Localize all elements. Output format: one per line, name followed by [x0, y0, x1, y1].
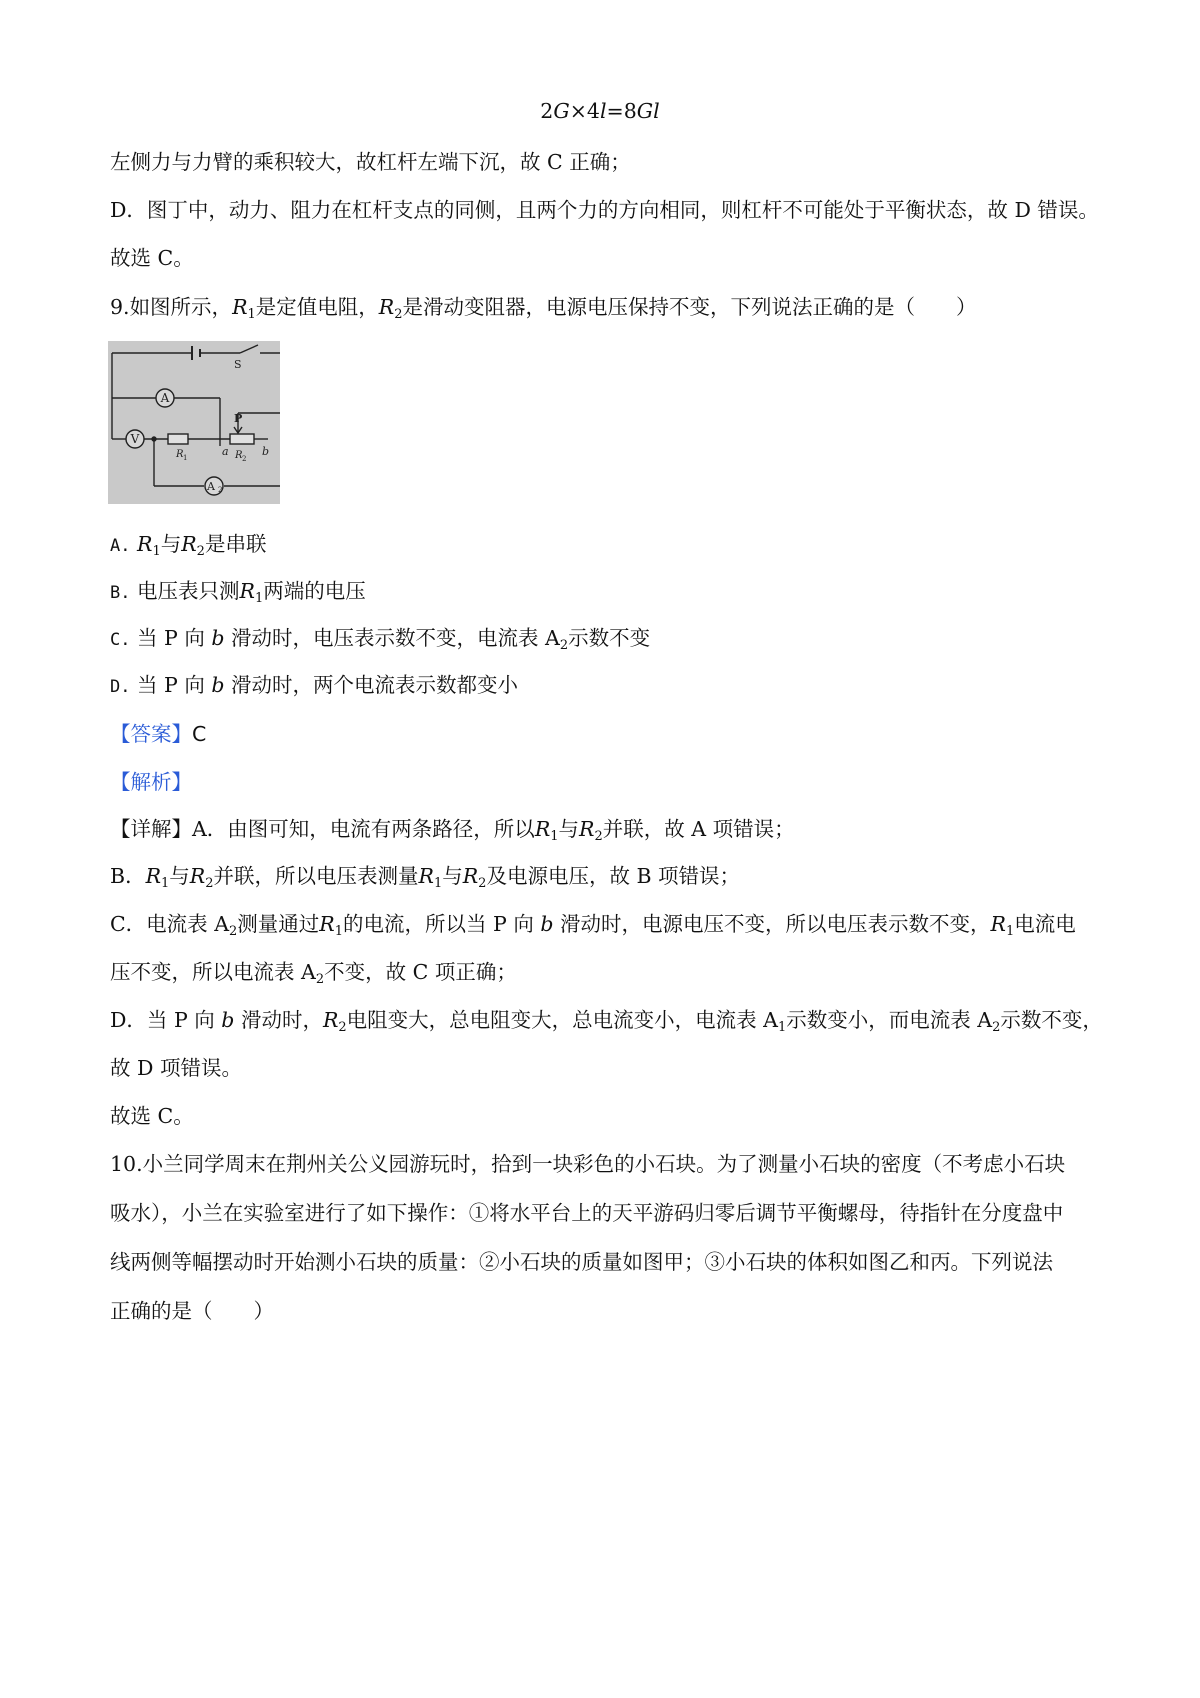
detail-line-7: 故选 C。 [110, 1104, 194, 1128]
detail-line-3 [110, 910, 1076, 938]
var-r: R [534, 817, 551, 841]
r2-label: R [235, 450, 243, 461]
subscript: 1 [1005, 924, 1015, 939]
var-b: b [221, 1008, 235, 1032]
detail-text: 示数变小，而电流表 A [786, 1008, 993, 1032]
formula-var: Gl [636, 99, 660, 123]
question-10-line-4: 正确的是（ ） [110, 1299, 274, 1323]
var-b: b [540, 912, 554, 936]
explain-line: 故选 C。 [110, 246, 194, 270]
option-text: 是串联 [204, 532, 267, 556]
var-r: R [418, 864, 434, 888]
terminal-b-label: b [262, 445, 270, 458]
stem-text: 如图所示， [129, 295, 233, 319]
option-text: 当 P 向 [137, 626, 205, 650]
option-c [110, 624, 650, 654]
subscript: 2 [594, 829, 603, 844]
detail-text: 【详解】A．由图可知，电流有两条路径，所以 [110, 817, 535, 841]
formula-var: G [553, 99, 570, 123]
detail-text: 并联，所以电压表测量 [213, 864, 419, 888]
var-r: R [232, 295, 248, 319]
var-r: R [990, 912, 1006, 936]
question-9-stem [110, 293, 977, 321]
detail-text: 与 [442, 864, 463, 888]
stem-text: 是定值电阻， [255, 295, 379, 319]
option-a [110, 530, 266, 560]
detail-line-1 [110, 815, 795, 843]
terminal-a-label: a [222, 445, 229, 458]
explain-line: 左侧力与力臂的乘积较大，故杠杆左端下沉，故 C 正确； [110, 150, 631, 174]
answer-tag: 【答案】 [110, 722, 192, 746]
detail-text: 的电流，所以当 P 向 [343, 912, 534, 936]
detail-text: B． [110, 864, 146, 888]
answer-line [110, 720, 206, 748]
option-text: 与 [160, 532, 182, 556]
detail-text: 滑动时， [240, 1008, 323, 1032]
formula-part: 2 [540, 99, 554, 123]
detail-text: 与 [558, 817, 580, 841]
formula-var: l [599, 99, 607, 123]
question-10-line-3: 线两侧等幅摆动时开始测小石块的质量：②小石块的质量如图甲；③小石块的体积如图乙和丙。下列说法 [110, 1250, 1053, 1274]
formula-part: =8 [606, 99, 637, 123]
r1-label: R [176, 449, 184, 460]
var-b: b [211, 673, 225, 697]
var-r: R [579, 817, 595, 841]
ammeter-a1-label: A [160, 391, 170, 405]
var-r: R [181, 532, 197, 556]
subscript: 1 [334, 924, 344, 939]
detail-text: C．电流表 A [110, 912, 230, 936]
detail-line-4 [110, 958, 517, 986]
subscript: 2 [478, 876, 487, 891]
subscript: 2 [559, 638, 569, 653]
var-r: R [319, 912, 335, 936]
var-r: R [322, 1008, 339, 1032]
detail-text: 电流电 [1014, 912, 1076, 936]
option-text: 电压表只测 [137, 579, 240, 603]
ammeter-a2-label: A [207, 480, 215, 493]
var-r: R [137, 532, 153, 556]
var-r: R [378, 295, 395, 319]
detail-line-5 [110, 1006, 1103, 1034]
detail-text: 并联，故 A 项错误； [602, 817, 795, 841]
question-number: 9. [110, 295, 130, 319]
var-r: R [145, 864, 162, 888]
detail-text: 压不变，所以电流表 A [110, 960, 316, 984]
var-r: R [189, 864, 206, 888]
detail-text: 电阻变大，总电阻变大，总电流变小，电流表 A [346, 1008, 778, 1032]
detail-line-6: 故 D 项错误。 [110, 1056, 242, 1080]
detail-text: D．当 P 向 [110, 1008, 215, 1032]
subscript: 1 [778, 1020, 787, 1035]
option-b [110, 577, 366, 607]
subscript: 1 [161, 876, 170, 891]
option-text: 两端的电压 [263, 579, 366, 603]
detail-text: 测量通过 [237, 912, 320, 936]
subscript: 1 [254, 591, 264, 606]
subscript: 1 [433, 876, 443, 891]
voltmeter-label: V [130, 432, 140, 446]
option-letter: C. [110, 630, 131, 650]
subscript: 2 [338, 1020, 347, 1035]
formula-part: ×4 [569, 99, 600, 123]
subscript: 1 [152, 544, 161, 559]
question-10-line-1: 10.小兰同学周末在荆州关公义园游玩时，拾到一块彩色的小石块。为了测量小石块的密度（不考虑小石块 [110, 1152, 1066, 1176]
option-text: 滑动时，两个电流表示数都变小 [231, 673, 519, 697]
analysis-tag: 【解析】 [110, 770, 192, 794]
formula-line [0, 97, 1200, 125]
subscript: 2 [229, 924, 238, 939]
subscript: 1 [550, 829, 559, 844]
subscript: 2 [196, 544, 205, 559]
option-text: 当 P 向 [137, 673, 205, 697]
switch-label: S [234, 358, 242, 371]
question-10-line-2: 吸水），小兰在实验室进行了如下操作：①将水平台上的天平游码归零后调节平衡螺母，待指针在分度盘中 [110, 1201, 1064, 1225]
r1-sub: 1 [183, 454, 188, 462]
figure-background [108, 341, 280, 504]
analysis-line [110, 768, 192, 796]
detail-text: 滑动时，电源电压不变，所以电压表示数不变， [560, 912, 991, 936]
r2-sub: 2 [242, 455, 247, 463]
subscript: 2 [315, 972, 325, 987]
detail-text: 不变，故 C 项正确； [324, 960, 517, 984]
var-r: R [462, 864, 479, 888]
option-letter: A. [110, 536, 131, 556]
option-letter: B. [110, 583, 131, 603]
detail-text: 及电源电压，故 B 项错误； [486, 864, 741, 888]
circuit-diagram-figure [108, 341, 280, 504]
option-text: 示数不变 [568, 626, 651, 650]
subscript: 2 [992, 1020, 1001, 1035]
ammeter-a2-sub: 2 [218, 486, 223, 494]
detail-text: 与 [169, 864, 190, 888]
answer-value: C [192, 722, 207, 746]
var-b: b [211, 626, 225, 650]
option-letter: D. [110, 677, 131, 697]
stem-text: 是滑动变阻器，电源电压保持不变，下列说法正确的是（ ） [402, 295, 977, 319]
var-r: R [239, 579, 255, 603]
slider-p-label: P [234, 412, 243, 425]
detail-text: 示数不变， [1000, 1008, 1103, 1032]
subscript: 1 [247, 307, 256, 322]
explain-line: D．图丁中，动力、阻力在杠杆支点的同侧，且两个力的方向相同，则杠杆不可能处于平衡状态，故 D 错误。 [110, 198, 1099, 222]
option-text: 滑动时，电压表示数不变，电流表 A [231, 626, 560, 650]
subscript: 2 [394, 307, 403, 322]
subscript: 2 [205, 876, 214, 891]
option-d [110, 671, 518, 701]
detail-line-2 [110, 862, 740, 890]
